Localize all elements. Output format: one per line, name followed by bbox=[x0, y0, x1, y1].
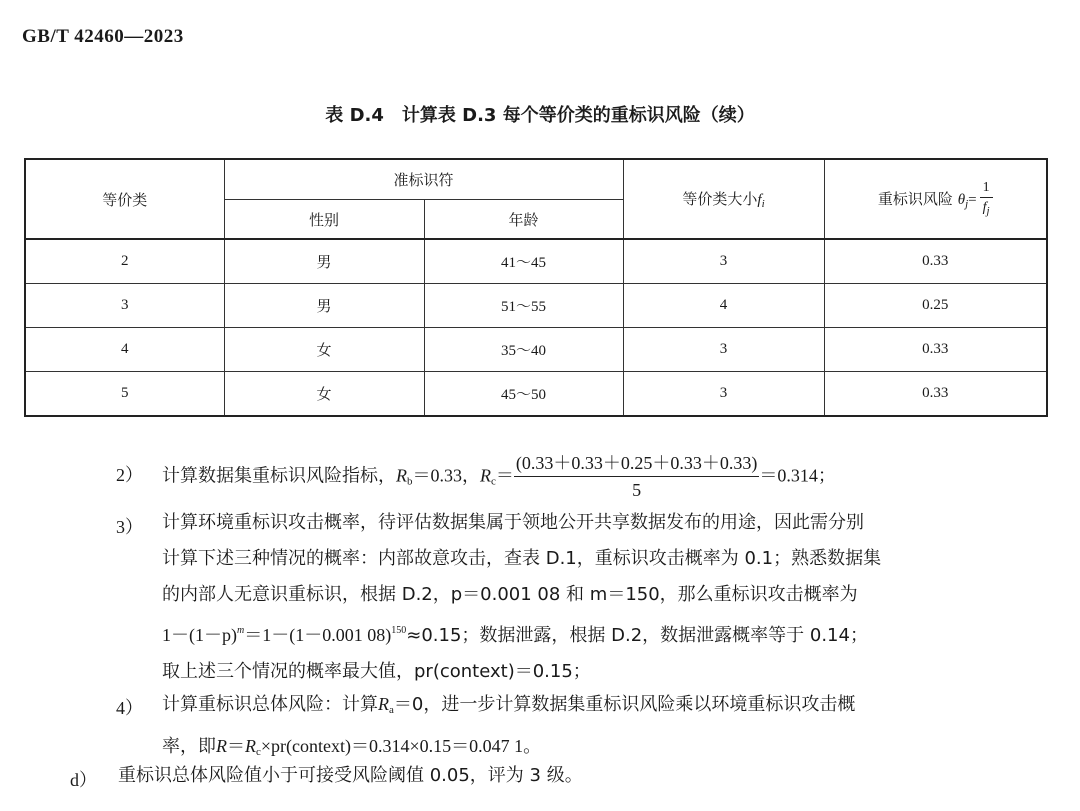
step-2-fraction bbox=[514, 450, 760, 503]
cell-gender: 男 bbox=[224, 284, 424, 328]
header-quasi-identifier: 准标识符 bbox=[224, 159, 623, 200]
step-3-sup-150: 150 bbox=[391, 625, 407, 636]
cell-risk: 0.25 bbox=[824, 284, 1047, 328]
step-3-line-4b: ＝1－(1－0.001 08) bbox=[244, 625, 392, 645]
header-class-size-sub: i bbox=[761, 198, 765, 210]
table-row bbox=[25, 284, 1047, 328]
step-3-line-1: 计算环境重标识攻击概率，待评估数据集属于领地公开共享数据发布的用途，因此需分别 bbox=[162, 512, 864, 533]
cell-age: 41～45 bbox=[424, 239, 623, 284]
step-3-line-4 bbox=[162, 613, 1052, 654]
step-2-rb: R bbox=[396, 465, 407, 486]
step-4-r: R bbox=[216, 736, 227, 756]
cell-age: 35～40 bbox=[424, 328, 623, 372]
cell-risk: 0.33 bbox=[824, 239, 1047, 284]
standard-number: GB/T 42460—2023 bbox=[22, 26, 184, 47]
cell-class: 2 bbox=[25, 239, 224, 284]
cell-gender: 女 bbox=[224, 328, 424, 372]
step-4-rc-sub: c bbox=[256, 746, 261, 758]
header-risk bbox=[824, 159, 1047, 239]
step-2-result: ＝0.314； bbox=[759, 465, 836, 486]
table-caption: 表 D.4 计算表 D.3 每个等价类的重标识风险（续） bbox=[325, 105, 755, 126]
step-2-numerator: (0.33＋0.33＋0.25＋0.33＋0.33) bbox=[514, 450, 760, 477]
cell-size: 3 bbox=[623, 372, 824, 417]
step-3-line-4c: ≈0.15；数据泄露，根据 D.2，数据泄露概率等于 0.14； bbox=[406, 625, 868, 646]
step-4-line-1 bbox=[162, 686, 1052, 728]
step-2-number: 2） bbox=[116, 465, 143, 485]
header-risk-fraction bbox=[980, 179, 993, 220]
cell-class: 4 bbox=[25, 328, 224, 372]
header-risk-symbol: θ bbox=[957, 191, 966, 208]
step-4-ra: R bbox=[378, 694, 389, 714]
step-4-ra-sub: a bbox=[389, 704, 394, 716]
table-row bbox=[25, 328, 1047, 372]
header-class-size bbox=[623, 159, 824, 239]
step-4-number: 4） bbox=[116, 698, 143, 718]
step-2-denominator: 5 bbox=[632, 480, 642, 500]
header-equiv-class: 等价类 bbox=[25, 159, 224, 239]
table-row bbox=[25, 239, 1047, 284]
cell-risk: 0.33 bbox=[824, 372, 1047, 417]
header-age: 年龄 bbox=[424, 200, 623, 240]
risk-table bbox=[24, 158, 1048, 417]
cell-size: 3 bbox=[623, 328, 824, 372]
header-risk-eq: = bbox=[968, 191, 977, 208]
header-risk-numerator: 1 bbox=[980, 179, 993, 198]
cell-age: 51～55 bbox=[424, 284, 623, 328]
step-2-rc: R bbox=[480, 465, 491, 486]
step-4-line-1b: ＝0，进一步计算数据集重标识风险乘以环境重标识攻击概 bbox=[393, 694, 856, 715]
step-3-line-2: 计算下述三种情况的概率：内部故意攻击，查表 D.1，重标识攻击概率为 0.1；熟悉数据集 bbox=[162, 548, 882, 569]
table-row bbox=[25, 372, 1047, 417]
step-3-line-5: 取上述三个情况的概率最大值，pr(context)＝0.15； bbox=[162, 661, 591, 682]
step-3-line-3: 的内部人无意识重标识，根据 D.2，p＝0.001 08 和 m＝150，那么重标识攻击概率为 bbox=[162, 584, 858, 605]
header-risk-sub: j bbox=[965, 197, 969, 210]
step-4-line-1a: 计算重标识总体风险：计算 bbox=[162, 694, 378, 715]
step-2-eq: ＝ bbox=[495, 465, 514, 486]
step-4-rc: R bbox=[245, 736, 256, 756]
step-2-pre: 计算数据集重标识风险指标， bbox=[162, 465, 396, 487]
cell-size: 4 bbox=[623, 284, 824, 328]
header-risk-text: 重标识风险 bbox=[877, 189, 953, 208]
header-risk-den-sub: j bbox=[986, 204, 990, 217]
cell-class: 5 bbox=[25, 372, 224, 417]
step-2-rc-sub: c bbox=[491, 475, 496, 488]
step-3-line-4a: 1－(1－p) bbox=[162, 625, 237, 645]
step-4-line-2c: ×pr(context)＝0.314×0.15＝0.047 1。 bbox=[260, 736, 542, 756]
item-d-text: 重标识总体风险值小于可接受风险阈值 0.05，评为 3 级。 bbox=[118, 765, 583, 786]
step-3-sup-m: m bbox=[237, 625, 245, 636]
step-4-line-2b: ＝ bbox=[227, 736, 245, 756]
step-2-text bbox=[162, 450, 836, 507]
header-class-size-symbol: f bbox=[757, 192, 762, 208]
step-4-line-2a: 率，即 bbox=[162, 736, 216, 757]
header-risk-denominator: f bbox=[982, 199, 987, 215]
cell-gender: 男 bbox=[224, 239, 424, 284]
header-class-size-text: 等价类大小 bbox=[682, 190, 758, 208]
cell-size: 3 bbox=[623, 239, 824, 284]
cell-risk: 0.33 bbox=[824, 328, 1047, 372]
step-2-rb-val: ＝0.33， bbox=[412, 465, 480, 486]
cell-age: 45～50 bbox=[424, 372, 623, 417]
step-2-rb-sub: b bbox=[407, 475, 413, 488]
header-gender: 性别 bbox=[224, 200, 424, 240]
cell-class: 3 bbox=[25, 284, 224, 328]
step-3-text bbox=[162, 505, 1052, 690]
cell-gender: 女 bbox=[224, 372, 424, 417]
step-3-number: 3） bbox=[116, 517, 143, 537]
item-d-number: d） bbox=[70, 770, 97, 790]
